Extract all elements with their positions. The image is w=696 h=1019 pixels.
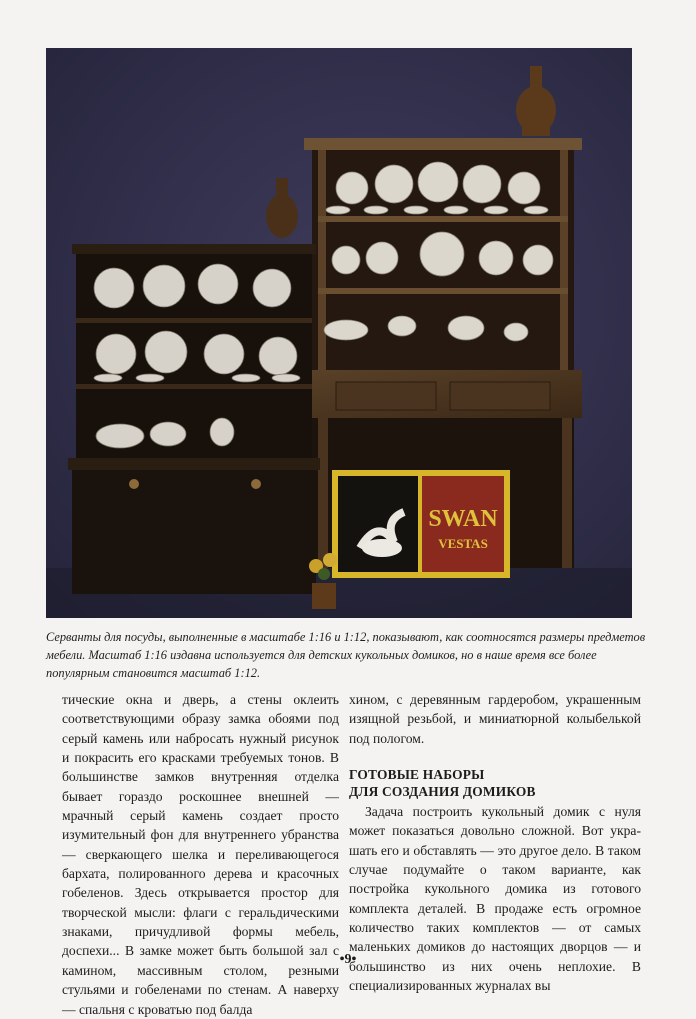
left-column-text: тические окна и дверь, а стены оклеить соответствующими образу замка обоями под серый камень или набросать нужный рисунок и покрасить его красками требуемых тонов. В большинстве замков внутренняя отделка бывает гораздо роскошнее внешней — мрачный серый камень создает просто изумительный фон для внутреннего убранства — сверкающего шелка и переливающегося бархата, полированного дерева и красочных гобеленов. Здесь открывается простор для творческой мысли: флаги с геральдическими знаками, причудливой формы мебель, доспехи... В замке может быть большой зал с камином, массивным столом, резными стульями и гобеленами по стенам. А наверху — спальня с кроватью под балда	[62, 692, 339, 1017]
dresser-photo	[46, 48, 632, 618]
section-heading	[349, 766, 641, 800]
photo-caption: Серванты для посуды, выполненные в масштабе 1:16 и 1:12, показывают, как соотносятся размеры предметов мебели. Масштаб 1:16 издавна используется для детских кукольных домиков, но в наше время все более популярным становится масштаб 1:12.	[46, 630, 646, 680]
box-sub: VESTAS	[438, 536, 488, 551]
page-number: •9•	[339, 952, 357, 967]
dresser-photo-illustration	[46, 48, 632, 618]
swan-vestas-box	[332, 470, 510, 578]
section-heading-line1: ГОТОВЫЕ НАБОРЫ	[349, 767, 485, 783]
section-body: Задача построить кукольный домик с нуля может показаться довольно сложной. Вот украшать его и обставлять — это другое дело. В таком случае подумайте о таком варианте, как постройка кукольного домика из готового комплекта деталей. В продаже есть огромное количество таких комплектов — от самых маленьких домиков до настоящих дворцов — и большинство из них очень неплохие. В специализированных журналах вы	[349, 804, 641, 994]
right-column	[349, 690, 641, 995]
box-brand: SWAN	[428, 506, 498, 532]
left-column	[62, 690, 339, 1019]
right-column-continuation: хином, с деревянным гардеробом, украшенным изящной резьбой, и миниатюрной колыбелькой под пологом.	[349, 692, 641, 746]
section-heading-line2: ДЛЯ СОЗДАНИЯ ДОМИКОВ	[349, 784, 536, 800]
